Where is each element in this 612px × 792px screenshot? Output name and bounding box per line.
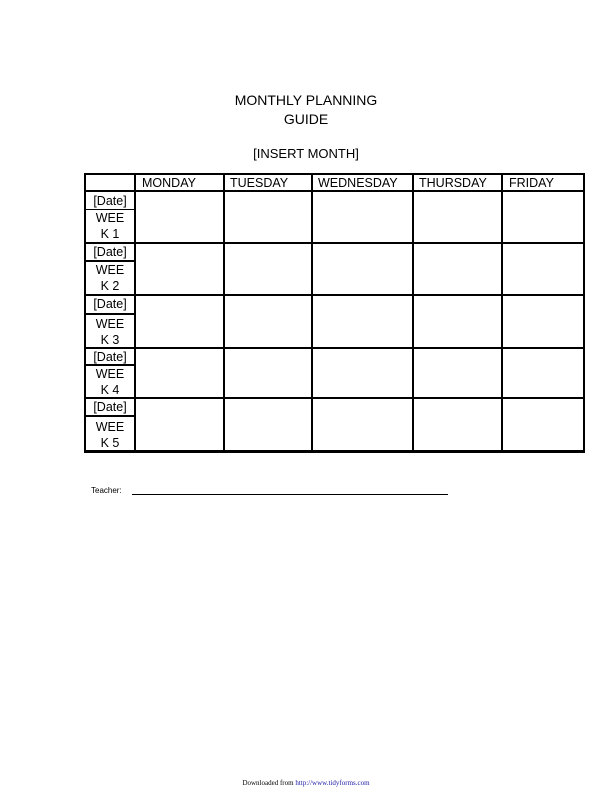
row-divider: [84, 294, 585, 296]
teacher-input-line[interactable]: [132, 494, 448, 495]
month-placeholder: [INSERT MONTH]: [253, 146, 359, 161]
week4-label-line2: K 4: [100, 383, 120, 397]
week2-label-line1: WEE: [95, 263, 125, 277]
week5-label-line1: WEE: [95, 420, 125, 434]
col-divider: [412, 173, 414, 452]
document-title-line1: MONTHLY PLANNING: [234, 92, 378, 108]
week1-label-line2: K 1: [100, 227, 120, 241]
footer-link[interactable]: http://www.tidyforms.com: [295, 779, 370, 787]
header-wednesday: WEDNESDAY: [318, 176, 398, 190]
week1-date[interactable]: [Date]: [93, 194, 127, 208]
date-divider: [84, 313, 135, 315]
header-thursday: THURSDAY: [419, 176, 487, 190]
week5-label-line2: K 5: [100, 436, 120, 450]
document-title-line2: GUIDE: [283, 111, 329, 127]
week3-label-line1: WEE: [95, 317, 125, 331]
week2-date[interactable]: [Date]: [93, 245, 127, 259]
header-monday: MONDAY: [142, 176, 196, 190]
header-friday: FRIDAY: [509, 176, 554, 190]
footer-prefix: Downloaded from: [242, 779, 296, 787]
week4-date[interactable]: [Date]: [93, 350, 127, 364]
week3-date[interactable]: [Date]: [93, 297, 127, 311]
row-divider: [84, 397, 585, 399]
col-divider: [223, 173, 225, 452]
table-border-bottom: [84, 450, 585, 453]
teacher-label: Teacher:: [91, 486, 122, 495]
week4-label-line1: WEE: [95, 367, 125, 381]
row-divider: [84, 347, 585, 349]
week5-date[interactable]: [Date]: [93, 400, 127, 414]
date-divider: [84, 415, 135, 417]
col-divider: [311, 173, 313, 452]
week3-label-line2: K 3: [100, 333, 120, 347]
week1-label-line1: WEE: [95, 211, 125, 225]
week2-label-line2: K 2: [100, 279, 120, 293]
table-border-right: [583, 173, 585, 452]
col-divider: [501, 173, 503, 452]
footer: [0, 779, 612, 787]
row-divider: [84, 242, 585, 244]
header-tuesday: TUESDAY: [230, 176, 289, 190]
